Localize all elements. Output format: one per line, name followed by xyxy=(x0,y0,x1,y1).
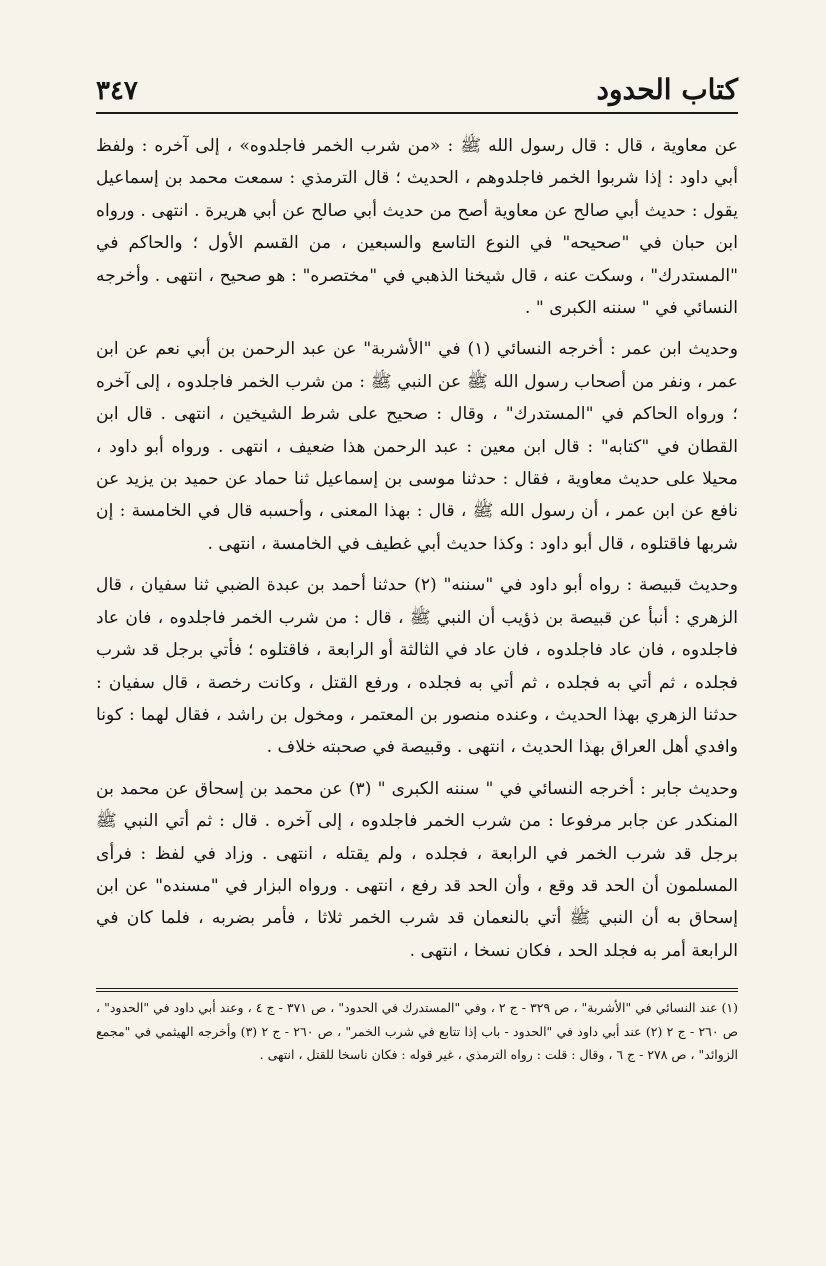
paragraph-qabisa: وحديث قبيصة : رواه أبو داود في "سننه" (٢) حدثنا أحمد بن عبدة الضبي ثنا سفيان ، قال الزهري : أنبأ عن قبيصة بن ذؤيب أن النبي ﷺ ، قال : من شرب الخمر فاجلدوه ، فان عاد فاجلدوه ، فان عاد فاجلدوه ، فان عاد في الثالثة أو الرابعة ، فاقتلوه ؛ فأتي برجل قد شرب فجلده ، ثم أتي به فجلده ، ثم أتي به فجلده ، ورفع القتل ، وكانت رخصة ، قال سفيان : حدثنا الزهري بهذا الحديث ، وعنده منصور بن المعتمر ، ومخول بن راشد ، فقال لهما : كونا وافدي أهل العراق بهذا الحديث ، انتهى . وقبيصة في صحبته خلاف . xyxy=(96,575,738,758)
main-text xyxy=(96,130,738,967)
paragraph-ibn-umar: وحديث ابن عمر : أخرجه النسائي (١) في "الأشربة" عن عبد الرحمن بن أبي نعم عن ابن عمر ، ونفر من أصحاب رسول الله ﷺ عن النبي ﷺ : من شرب الخمر فاجلدوه ، إلى آخره ؛ ورواه الحاكم في "المستدرك" ، وقال : صحيح على شرط الشيخين ، انتهى . قال ابن القطان في "كتابه" : قال ابن معين : عبد الرحمن هذا ضعيف ، انتهى . ورواه أبو داود ، محيلا على حديث معاوية ، فقال : حدثنا موسى بن إسماعيل ثنا حماد عن حميد بن يزيد عن نافع عن ابن عمر ، أن رسول الله ﷺ ، قال : بهذا المعنى ، وأحسبه قال في الخامسة : إن شربها فاقتلوه ، قال أبو داود : وكذا حديث أبي غطيف في الخامسة ، انتهى . xyxy=(96,339,738,554)
footnotes xyxy=(96,991,738,1067)
page-header xyxy=(96,62,738,114)
paragraph-muawiya: عن معاوية ، قال : قال رسول الله ﷺ : «من شرب الخمر فاجلدوه» ، إلى آخره : ولفظ أبي داود : إذا شربوا الخمر فاجلدوهم ، الحديث ؛ قال الترمذي : سمعت محمد بن إسماعيل يقول : حديث أبي صالح عن معاوية أصح من حديث أبي صالح عن أبي هريرة . انتهى . ورواه ابن حبان في "صحيحه" في النوع التاسع والسبعين ، من القسم الأول ؛ والحاكم في "المستدرك" ، وسكت عنه ، قال شيخنا الذهبي في "مختصره" : هو صحيح ، انتهى . وأخرجه النسائي في " سننه الكبرى " . xyxy=(96,136,738,319)
chapter-title: كتاب الحدود xyxy=(596,73,738,106)
footnote-text: (١) عند النسائي في "الأشربة" ، ص ٣٢٩ - ج ٢ ، وفي "المستدرك في الحدود" ، ص ٣٧١ - ج ٤ ، وعند أبي داود في "الحدود" ، ص ٢٦٠ - ج ٢ (٢) عند أبي داود في "الحدود - باب إذا تتابع في شرب الخمر" ، ص ٢٦٠ - ج ٢ (٣) وأخرجه الهيثمي في "مجمع الزوائد" ، ص ٢٧٨ - ج ٦ ، وقال : قلت : رواه الترمذي ، غير قوله : فكان ناسخا للقتل ، انتهى . xyxy=(96,1000,739,1063)
paragraph-jabir: وحديث جابر : أخرجه النسائي في " سننه الكبرى " (٣) عن محمد بن إسحاق عن محمد بن المنكدر عن جابر مرفوعا : من شرب الخمر فاجلدوه ، إلى آخره . قال : ثم أتي النبي ﷺ برجل قد شرب الخمر في الرابعة ، فجلده ، ولم يقتله ، انتهى . وزاد في لفظ : فرأى المسلمون أن الحد قد وقع ، وأن الحد قد رفع ، انتهى . ورواه البزار في "مسنده" عن ابن إسحاق به أن النبي ﷺ أتي بالنعمان قد شرب الخمر ثلاثا ، فأمر بضربه ، فلما كان في الرابعة أمر به فجلد الحد ، فكان نسخا ، انتهى . xyxy=(96,778,738,961)
page-number: ٣٤٧ xyxy=(96,76,138,106)
